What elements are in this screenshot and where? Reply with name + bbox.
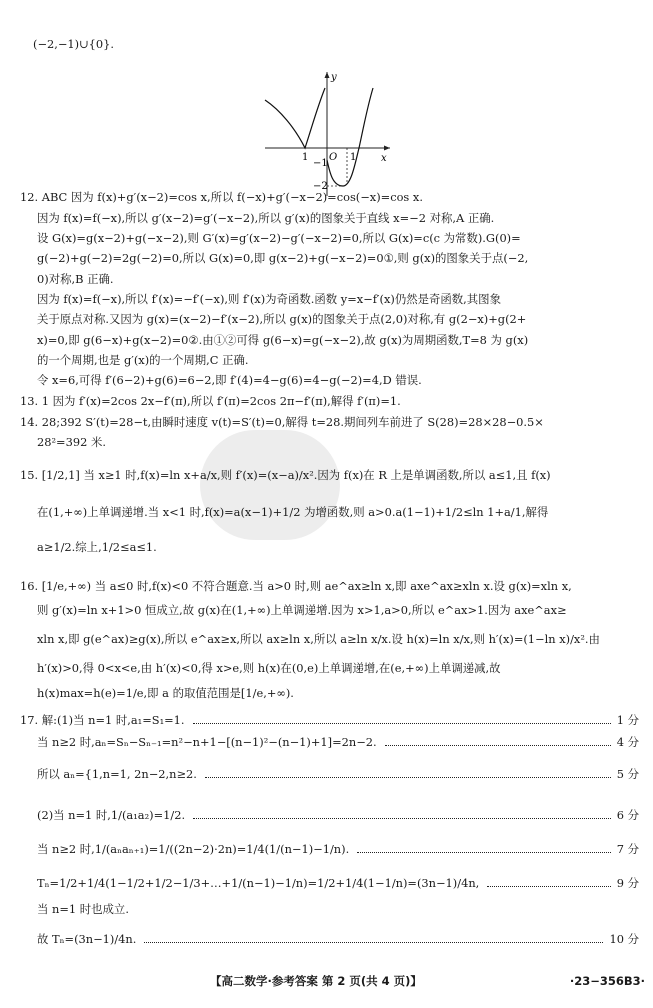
text-line: xln x,即 g(e^ax)≥g(x),所以 e^ax≥x,所以 ax≥ln x,所以 a≥ln x/x.设 h(x)=ln x/x,则 h′(x)=(1−ln x)/x².由: [37, 632, 600, 646]
curve-right: [327, 88, 373, 186]
y-axis-label: y: [331, 72, 337, 83]
watermark: [200, 430, 340, 540]
tick-x-1: 1: [350, 152, 357, 163]
x-axis-label: x: [381, 153, 387, 164]
text-line: h(x)max=h(e)=1/e,即 a 的取值范围是[1/e,+∞).: [37, 686, 294, 700]
score-label: 5 分: [616, 767, 639, 781]
text-line: g(−2)+g(−2)=2g(−2)=0,所以 G(x)=0,即 g(x−2)+g(−x−2)=0①,则 g(x)的图象关于点(−2,: [37, 251, 529, 265]
text-line: 当 n≥2 时,aₙ=Sₙ−Sₙ₋₁=n²−n+1−[(n−1)²−(n−1)+1]=2n−2.: [37, 735, 377, 749]
text-line: 17. 解:(1)当 n=1 时,a₁=S₁=1.: [20, 713, 185, 727]
text-line: 15. [1/2,1] 当 x≥1 时,f(x)=ln x+a/x,则 f′(x)=(x−a)/x².因为 f(x)在 R 上是单调函数,所以 a≤1,且 f(x): [20, 468, 551, 482]
origin-label: O: [329, 152, 338, 163]
curve-left: [265, 88, 325, 148]
score-leader-dots: [487, 886, 611, 887]
text-line: 12. ABC 因为 f(x)+g′(x−2)=cos x,所以 f(−x)+g′(−x−2)=cos(−x)=cos x.: [20, 190, 423, 204]
text-line: 因为 f(x)=f(−x),所以 g′(x−2)=g′(−x−2),所以 g′(x)的图象关于直线 x=−2 对称,A 正确.: [37, 211, 495, 225]
text-line: 因为 f(x)=f(−x),所以 f′(x)=−f′(−x),则 f′(x)为奇函数.函数 y=x−f′(x)仍然是奇函数,其图象: [37, 292, 501, 306]
text-line: 16. [1/e,+∞) 当 a≤0 时,f(x)<0 不符合题意.当 a>0 时,则 ae^ax≥ln x,即 axe^ax≥xln x.设 g(x)=xln x,: [20, 579, 572, 593]
tick-y-neg1: −1: [313, 158, 328, 169]
function-graph: [255, 68, 395, 198]
text-line: (2)当 n=1 时,1/(a₁a₂)=1/2.: [37, 808, 186, 822]
footer-code: ·23−356B3·: [569, 974, 645, 988]
score-leader-dots: [385, 745, 611, 746]
text-line: Tₙ=1/2+1/4(1−1/2+1/2−1/3+…+1/(n−1)−1/n)=1/2+1/4(1−1/n)=(3n−1)/4n,: [37, 876, 480, 890]
text-line: 当 n=1 时也成立.: [37, 902, 129, 916]
text-line: 28²=392 米.: [37, 435, 106, 449]
text-line: 则 g′(x)=ln x+1>0 恒成立,故 g(x)在(1,+∞)上单调递增.因为 x>1,a>0,所以 e^ax>1.因为 axe^ax≥: [37, 603, 567, 617]
score-label: 7 分: [616, 842, 639, 856]
text-line: 关于原点对称.又因为 g(x)=(x−2)−f′(x−2),所以 g(x)的图象关于点(2,0)对称,有 g(2−x)+g(2+: [37, 312, 527, 326]
tick-x-neg1: 1: [302, 152, 309, 163]
y-axis-arrow: [325, 72, 330, 78]
text-line: 0)对称,B 正确.: [37, 272, 114, 286]
text-line: 所以 aₙ={1,n=1, 2n−2,n≥2.: [37, 767, 197, 781]
text-line: 令 x=6,可得 f′(6−2)+g(6)=6−2,即 f′(4)=4−g(6)=4−g(−2)=4,D 错误.: [37, 373, 422, 387]
footer-title: 【高二数学·参考答案 第 2 页(共 4 页)】: [210, 974, 422, 988]
score-leader-dots: [144, 942, 603, 943]
score-label: 6 分: [616, 808, 639, 822]
x-axis-arrow: [384, 146, 390, 151]
text-line: 14. 28;392 S′(t)=28−t,由瞬时速度 v(t)=S′(t)=0,解得 t=28.期间列车前进了 S(28)=28×28−0.5×: [20, 415, 544, 429]
text-line: a≥1/2.综上,1/2≤a≤1.: [37, 540, 157, 554]
text-line: 当 n≥2 时,1/(aₙaₙ₊₁)=1/((2n−2)·2n)=1/4(1/(n−1)−1/n).: [37, 842, 350, 856]
score-leader-dots: [193, 818, 611, 819]
page-footer: [0, 976, 653, 996]
score-label: 4 分: [616, 735, 639, 749]
text-line: 故 Tₙ=(3n−1)/4n.: [37, 932, 137, 946]
text-line: x)=0,即 g(6−x)+g(x−2)=0②.由①②可得 g(6−x)=g(−x−2),故 g(x)为周期函数,T=8 为 g(x): [37, 333, 529, 347]
tick-y-neg2: −2: [313, 181, 328, 192]
score-leader-dots: [193, 723, 611, 724]
score-label: 1 分: [616, 713, 639, 727]
score-label: 10 分: [609, 932, 639, 946]
score-label: 9 分: [616, 876, 639, 890]
score-leader-dots: [357, 852, 611, 853]
text-line: (−2,−1)∪{0}.: [33, 37, 114, 51]
text-line: h′(x)>0,得 0<x<e,由 h′(x)<0,得 x>e,则 h(x)在(0,e)上单调递增,在(e,+∞)上单调递减,故: [37, 661, 501, 675]
text-line: 在(1,+∞)上单调递增.当 x<1 时,f(x)=a(x−1)+1/2 为增函数,则 a>0.a(1−1)+1/2≤ln 1+a/1,解得: [37, 505, 549, 519]
text-line: 设 G(x)=g(x−2)+g(−x−2),则 G′(x)=g′(x−2)−g′(−x−2)=0,所以 G(x)=c(c 为常数).G(0)=: [37, 231, 521, 245]
text-line: 的一个周期,也是 g′(x)的一个周期,C 正确.: [37, 353, 249, 367]
text-line: 13. 1 因为 f′(x)=2cos 2x−f′(π),所以 f′(π)=2cos 2π−f′(π),解得 f′(π)=1.: [20, 394, 401, 408]
score-leader-dots: [205, 777, 611, 778]
